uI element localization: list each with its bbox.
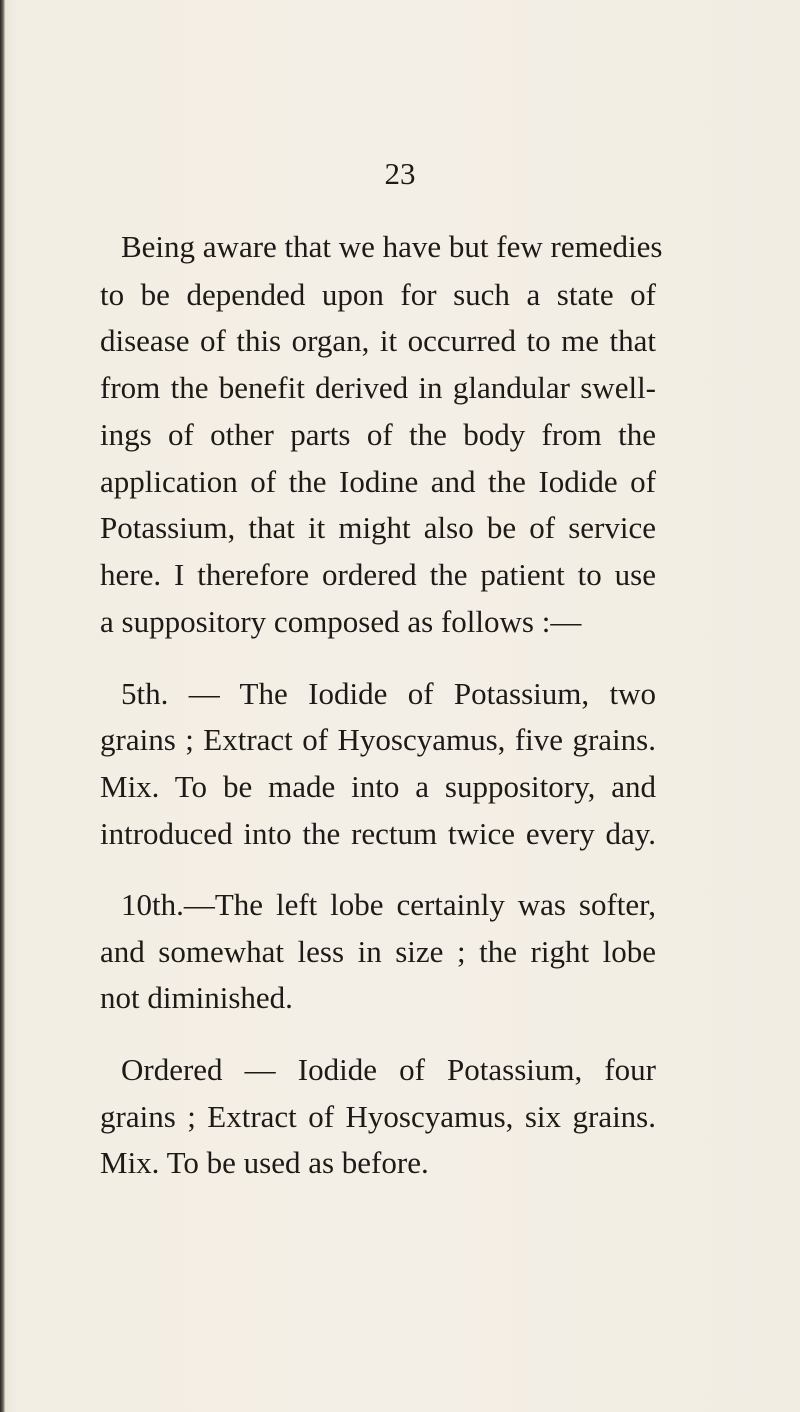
text-line: Mix. To be used as before. bbox=[100, 1145, 429, 1180]
text-line: Mix. To be made into a suppository, and bbox=[100, 769, 656, 804]
text-line: 10th.—The left lobe certainly was softer, bbox=[121, 887, 656, 922]
text-line: disease of this organ, it occurred to me that bbox=[100, 323, 656, 358]
page-number: 23 bbox=[384, 156, 416, 191]
page-binding-edge bbox=[0, 0, 5, 1412]
text-line: and somewhat less in size ; the right lobe bbox=[100, 934, 656, 969]
text-line: grains ; Extract of Hyoscyamus, five grains. bbox=[100, 722, 656, 757]
text-line: from the benefit derived in glandular swell- bbox=[100, 370, 656, 405]
text-line: introduced into the rectum twice every day. bbox=[100, 816, 656, 851]
text-line: application of the Iodine and the Iodide of bbox=[100, 464, 656, 499]
text-line: Being aware that we have but few remedies bbox=[121, 229, 663, 264]
text-line: grains ; Extract of Hyoscyamus, six grains. bbox=[100, 1099, 656, 1134]
text-line: a suppository composed as follows :— bbox=[100, 604, 582, 639]
text-line: ings of other parts of the body from the bbox=[100, 417, 656, 452]
text-line: 5th. — The Iodide of Potassium, two bbox=[121, 676, 656, 711]
text-line: to be depended upon for such a state of bbox=[100, 277, 656, 312]
text-line: here. I therefore ordered the patient to use bbox=[100, 557, 656, 592]
text-line: Potassium, that it might also be of service bbox=[100, 510, 656, 545]
text-line: not diminished. bbox=[100, 980, 293, 1015]
text-line: Ordered — Iodide of Potassium, four bbox=[121, 1052, 656, 1087]
